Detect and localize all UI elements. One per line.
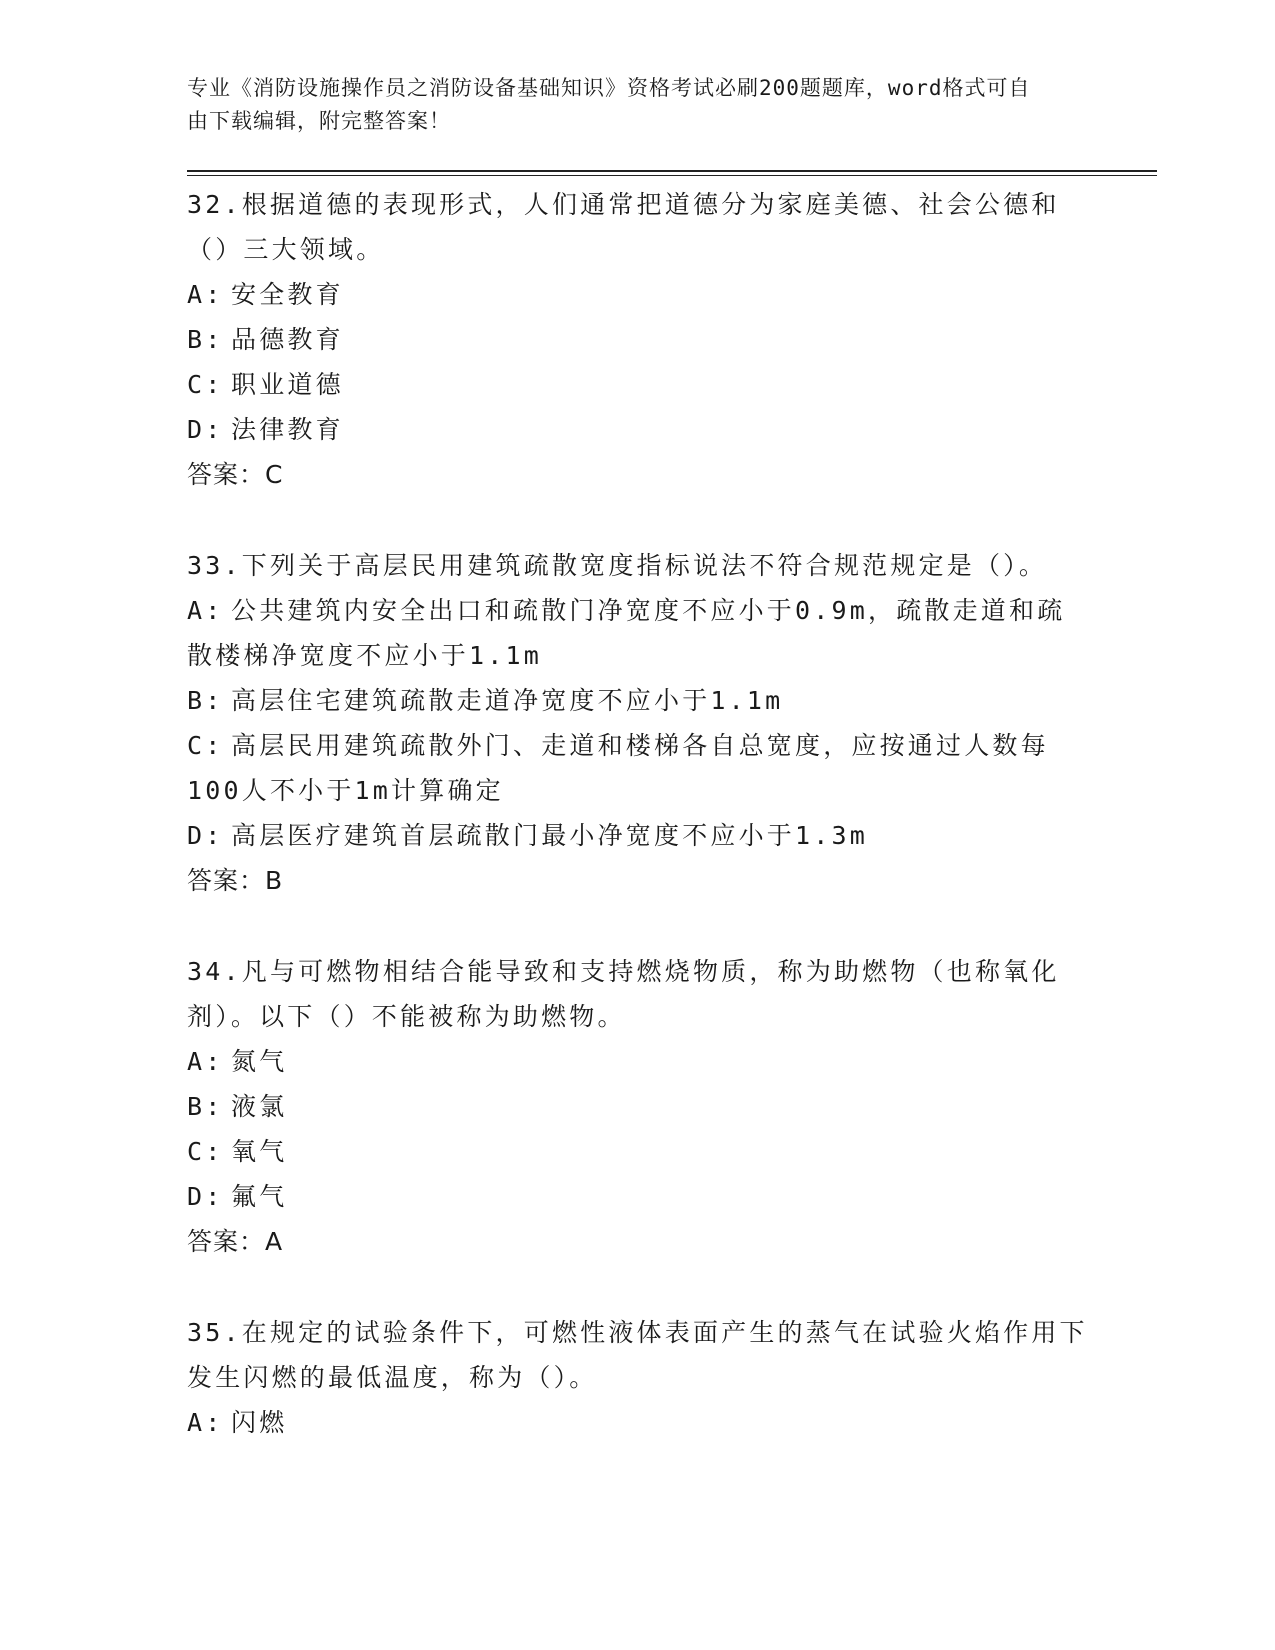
option-letter: B: bbox=[187, 325, 224, 354]
option-c bbox=[187, 723, 1092, 813]
option-letter: D: bbox=[187, 1182, 224, 1211]
option-b bbox=[187, 317, 1092, 362]
option-c bbox=[187, 362, 1092, 407]
answer-line: 答案：B bbox=[187, 866, 284, 895]
option-text: 闪燃 bbox=[231, 1408, 288, 1437]
option-text: 职业道德 bbox=[231, 370, 344, 399]
question-stem: 33.下列关于高层民用建筑疏散宽度指标说法不符合规范规定是（）。 bbox=[187, 551, 1048, 580]
option-d bbox=[187, 407, 1092, 452]
question-33 bbox=[187, 543, 1157, 903]
option-letter: B: bbox=[187, 686, 224, 715]
header-divider bbox=[187, 170, 1157, 176]
question-34 bbox=[187, 949, 1157, 1264]
option-b bbox=[187, 678, 1092, 723]
option-text: 安全教育 bbox=[231, 280, 344, 309]
document-header: 专业《消防设施操作员之消防设备基础知识》资格考试必刷200题题库，word格式可自由下载编辑，附完整答案！ bbox=[187, 76, 1031, 133]
question-32 bbox=[187, 182, 1157, 497]
option-letter: C: bbox=[187, 731, 224, 760]
option-text: 高层医疗建筑首层疏散门最小净宽度不应小于1.3m bbox=[231, 821, 869, 850]
option-letter: A: bbox=[187, 1408, 224, 1437]
option-d bbox=[187, 813, 1092, 858]
option-letter: D: bbox=[187, 415, 224, 444]
question-35 bbox=[187, 1310, 1157, 1445]
option-letter: A: bbox=[187, 596, 224, 625]
option-text: 氮气 bbox=[231, 1047, 288, 1076]
option-c bbox=[187, 1129, 1092, 1174]
option-b bbox=[187, 1084, 1092, 1129]
question-stem: 34.凡与可燃物相结合能导致和支持燃烧物质，称为助燃物（也称氧化剂）。以下（）不能被称为助燃物。 bbox=[187, 957, 1060, 1031]
answer-line: 答案：A bbox=[187, 1227, 284, 1256]
answer-line: 答案：C bbox=[187, 460, 284, 489]
option-letter: B: bbox=[187, 1092, 224, 1121]
option-text: 高层住宅建筑疏散走道净宽度不应小于1.1m bbox=[231, 686, 784, 715]
option-letter: A: bbox=[187, 1047, 224, 1076]
option-text: 公共建筑内安全出口和疏散门净宽度不应小于0.9m，疏散走道和疏散楼梯净宽度不应小于1.1m bbox=[187, 596, 1066, 670]
option-text: 氧气 bbox=[231, 1137, 288, 1166]
option-letter: C: bbox=[187, 370, 224, 399]
option-letter: D: bbox=[187, 821, 224, 850]
option-text: 高层民用建筑疏散外门、走道和楼梯各自总宽度，应按通过人数每100人不小于1m计算确定 bbox=[187, 731, 1049, 805]
option-letter: A: bbox=[187, 280, 224, 309]
option-a bbox=[187, 1400, 1092, 1445]
option-letter: C: bbox=[187, 1137, 224, 1166]
document-page bbox=[187, 72, 1157, 1491]
question-stem: 32.根据道德的表现形式，人们通常把道德分为家庭美德、社会公德和（）三大领域。 bbox=[187, 190, 1060, 264]
question-stem: 35.在规定的试验条件下，可燃性液体表面产生的蒸气在试验火焰作用下发生闪燃的最低温度，称为（）。 bbox=[187, 1318, 1088, 1392]
option-text: 氟气 bbox=[231, 1182, 288, 1211]
option-text: 液氯 bbox=[231, 1092, 288, 1121]
option-text: 法律教育 bbox=[231, 415, 344, 444]
question-list bbox=[187, 182, 1157, 1445]
option-d bbox=[187, 1174, 1092, 1219]
option-a bbox=[187, 1039, 1092, 1084]
option-a bbox=[187, 588, 1092, 678]
option-text: 品德教育 bbox=[231, 325, 344, 354]
option-a bbox=[187, 272, 1092, 317]
